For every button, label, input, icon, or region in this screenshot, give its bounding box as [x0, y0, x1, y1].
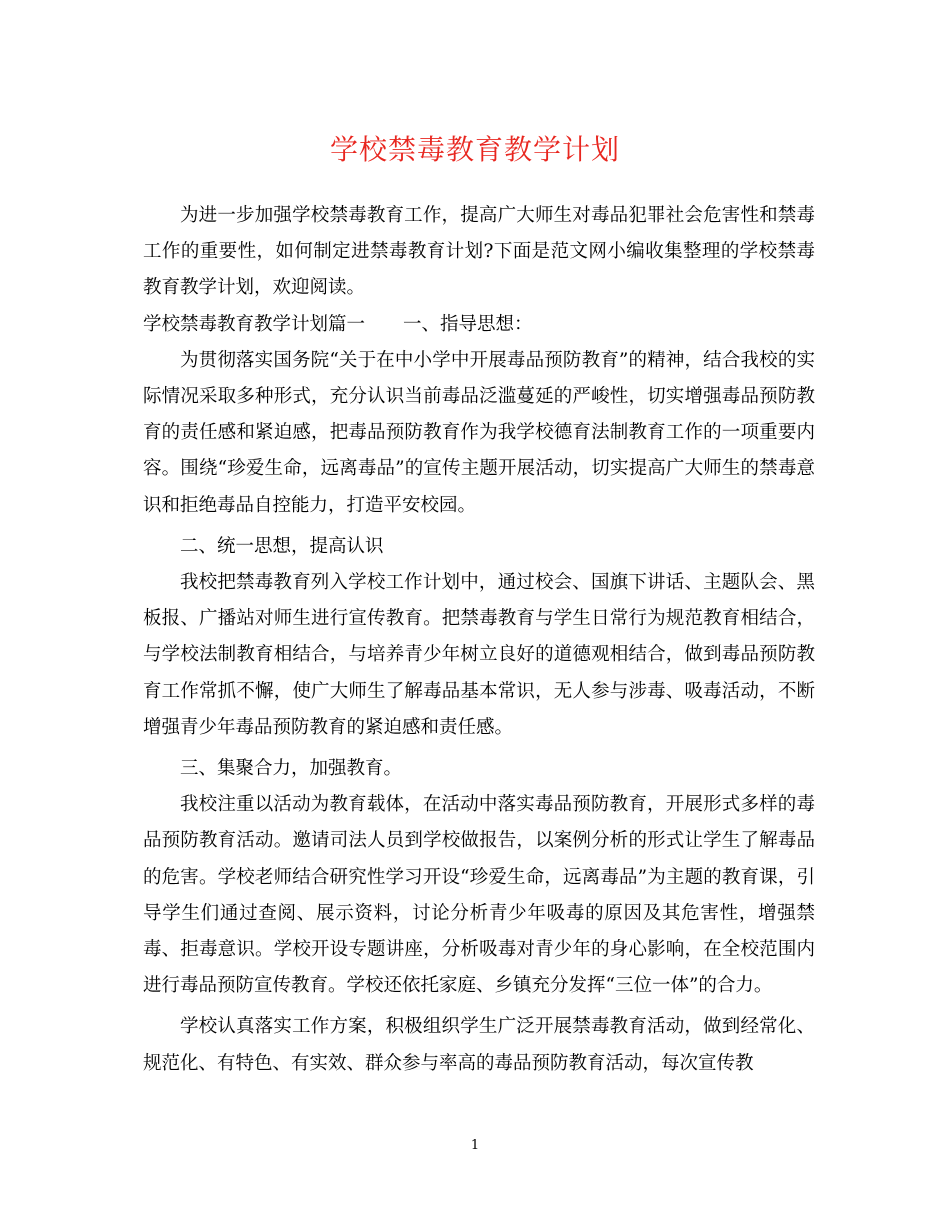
heading-gather-strength: 三、集聚合力，加强教育。 [180, 758, 403, 780]
paragraph-guiding-thought: 为贯彻落实国务院“关于在中小学中开展毒品预防教育”的精神，结合我校的实际情况采取多种形式，充分认识当前毒品泛滥蔓延的严峻性，切实增强毒品预防教育的责任感和紧迫感，把毒品预防教育作为我学校德育法制教育工作的一项重要内容。围绕“珍爱生命，远离毒品”的宣传主题开展活动，切实提高广大师生的禁毒意识和拒绝毒品自控能力，打造平安校园。 [143, 349, 815, 516]
heading-unify-thinking: 二、统一思想，提高认识 [180, 535, 384, 557]
document-title: 学校禁毒教育教学计划 [329, 133, 620, 166]
section-line [143, 307, 815, 343]
document-body [143, 198, 815, 1082]
paragraph-gather-strength: 我校注重以活动为教育载体，在活动中落实毒品预防教育，开展形式多样的毒品预防教育活动。邀请司法人员到学校做报告，以案例分析的形式让学生了解毒品的危害。学校老师结合研究性学习开设“珍爱生命，远离毒品”为主题的教育课，引导学生们通过查阅、展示资料，讨论分析青少年吸毒的原因及其危害性，增强禁毒、拒毒意识。学校开设专题讲座，分析吸毒对青少年的身心影响，在全校范围内进行毒品预防宣传教育。学校还依托家庭、乡镇充分发挥“三位一体”的合力。 [143, 794, 815, 997]
paragraph-unify-thinking: 我校把禁毒教育列入学校工作计划中，通过校会、国旗下讲话、主题队会、黑板报、广播站对师生进行宣传教育。把禁毒教育与学生日常行为规范教育相结合，与学校法制教育相结合，与培养青少年树立良好的道德观相结合，做到毒品预防教育工作常抓不懈，使广大师生了解毒品基本常识，无人参与涉毒、吸毒活动，不断增强青少年毒品预防教育的紧迫感和责任感。 [143, 572, 815, 738]
page-number: 1 [470, 1138, 480, 1153]
heading-guiding-thought: 一、指导思想： [403, 313, 533, 335]
section-label: 学校禁毒教育教学计划篇一 [143, 313, 366, 335]
intro-paragraph: 为进一步加强学校禁毒教育工作，提高广大师生对毒品犯罪社会危害性和禁毒工作的重要性，如何制定进禁毒教育计划?下面是范文网小编收集整理的学校禁毒教育教学计划，欢迎阅读。 [143, 205, 815, 299]
paragraph-implementation: 学校认真落实工作方案，积极组织学生广泛开展禁毒教育活动，做到经常化、规范化、有特色、有实效、群众参与率高的毒品预防教育活动，每次宣传教 [143, 1016, 815, 1074]
